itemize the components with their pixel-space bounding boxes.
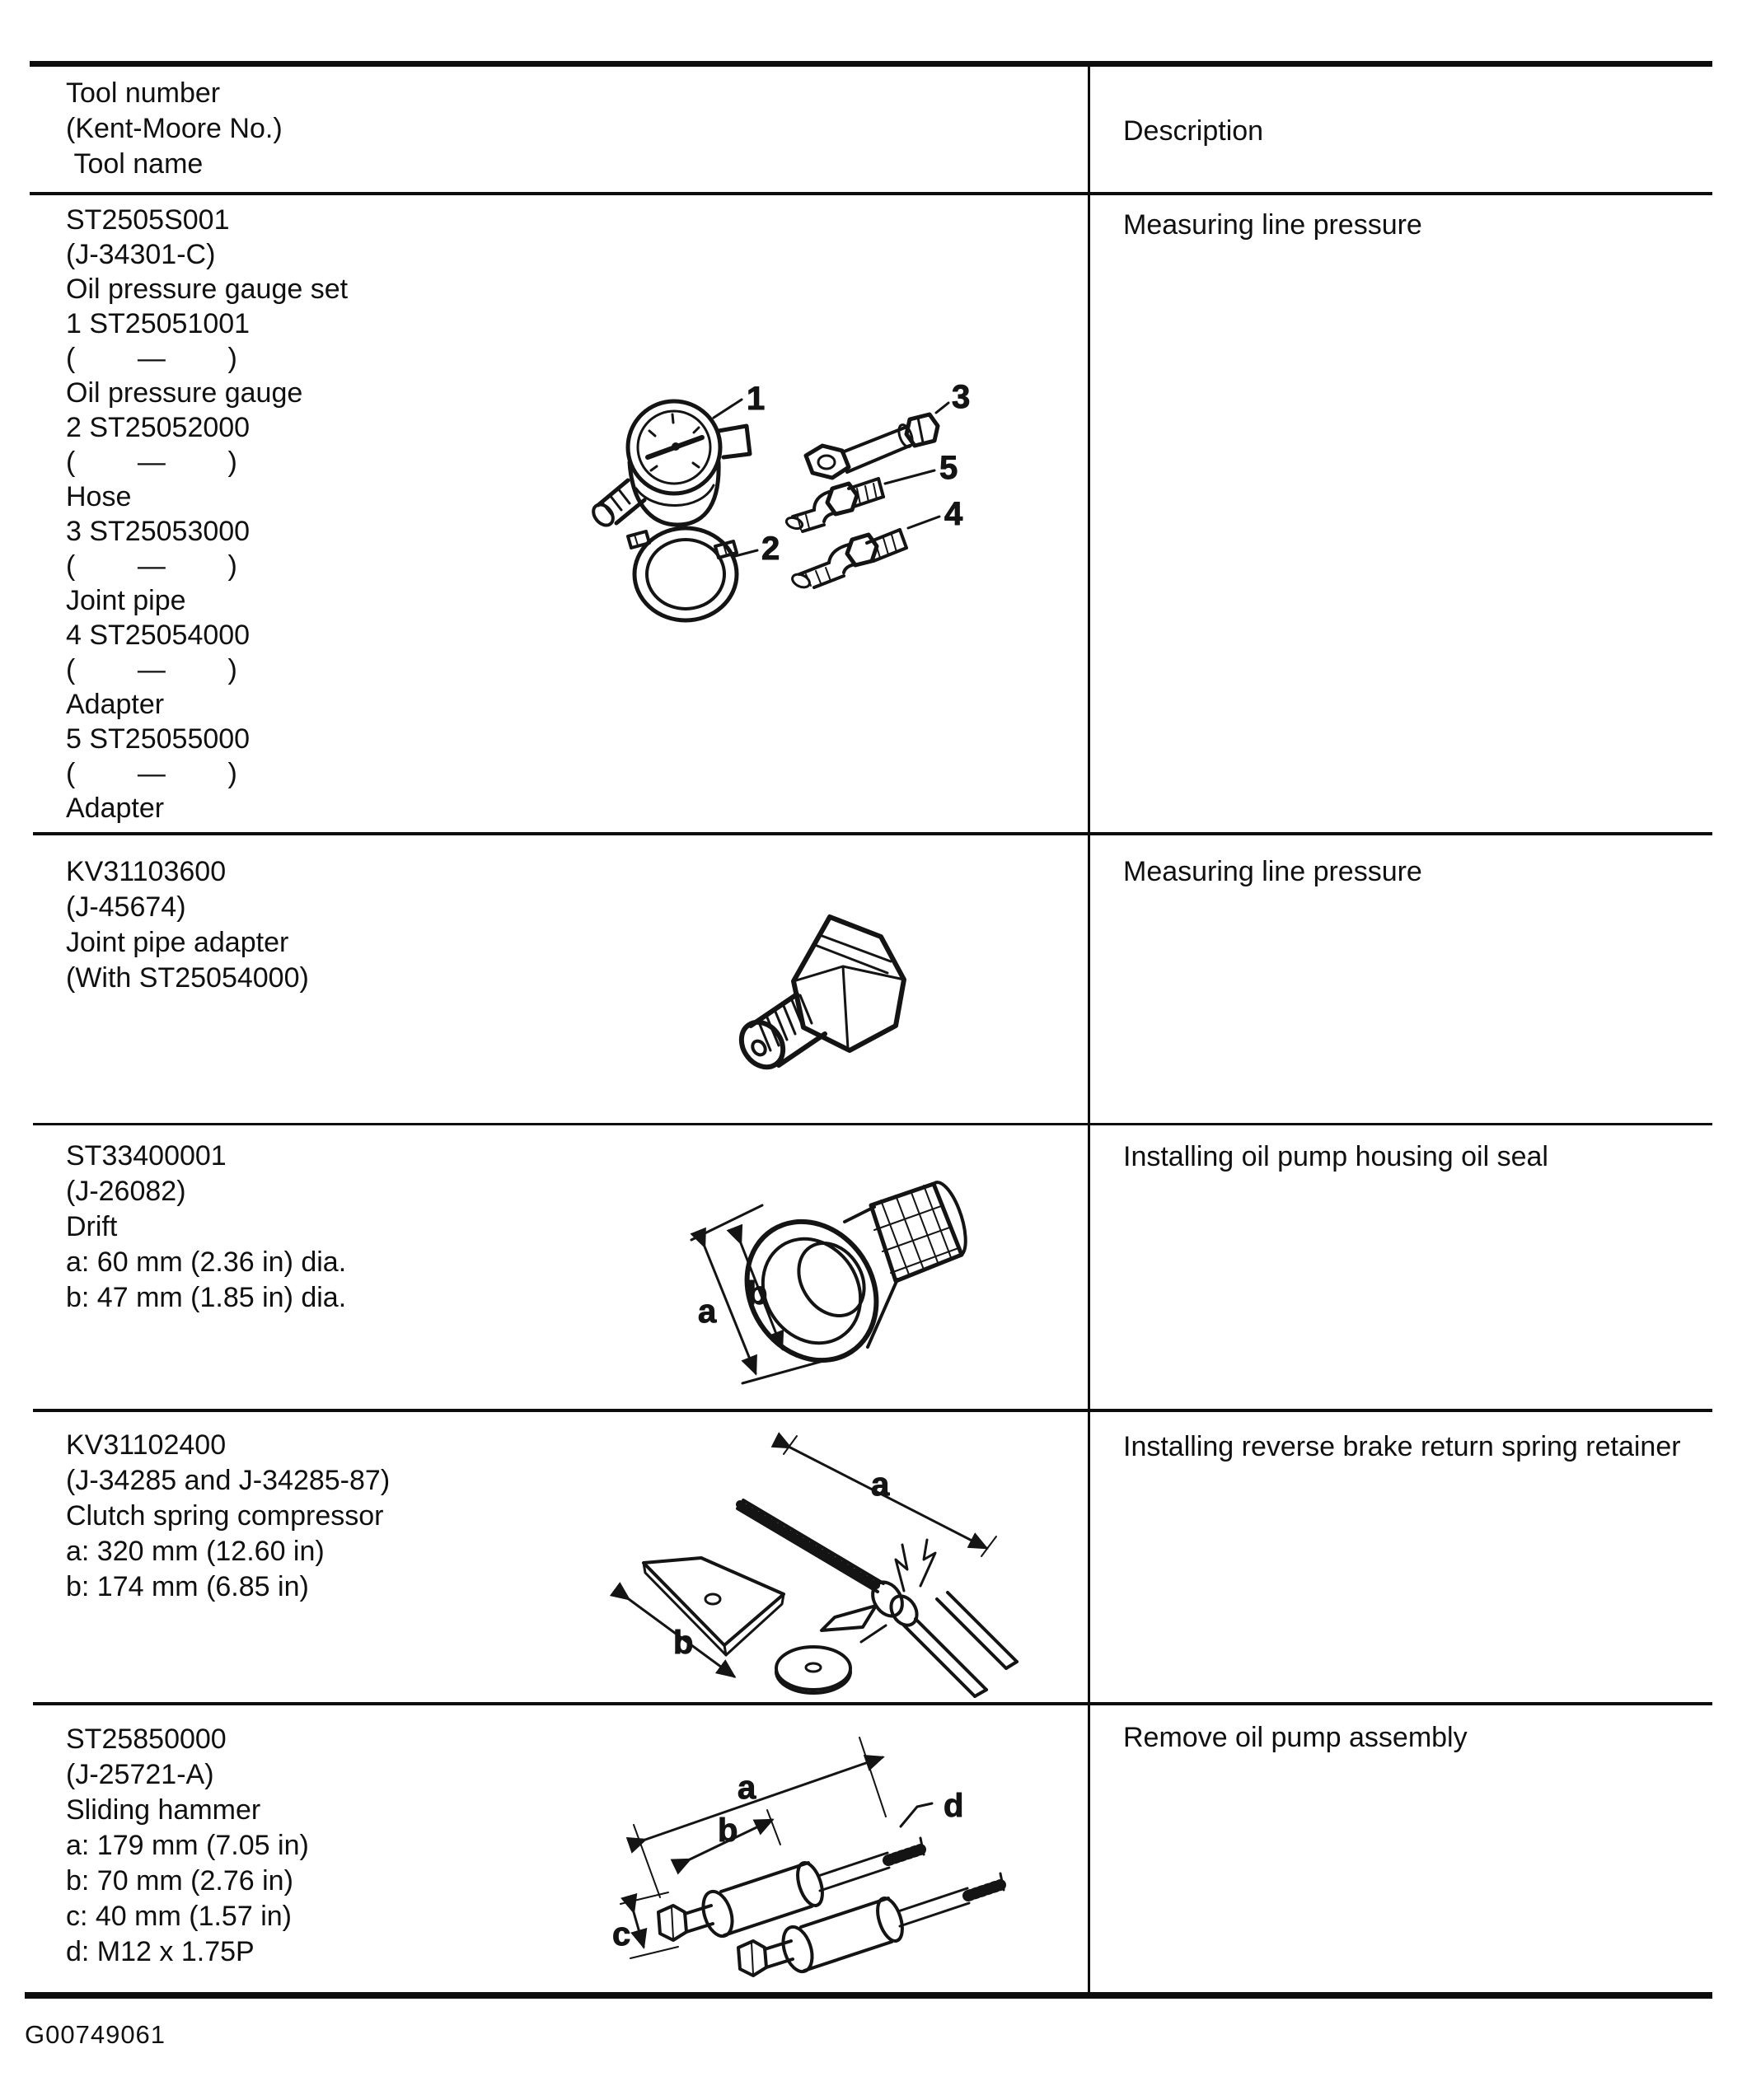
dim-label-b: b bbox=[747, 1275, 768, 1312]
callout-4: 4 bbox=[944, 496, 963, 532]
text-line: 3 ST25053000 bbox=[66, 516, 251, 547]
tool-column-header bbox=[66, 76, 527, 182]
callout-1: 1 bbox=[747, 381, 766, 417]
text-line: Adapter bbox=[66, 793, 165, 824]
dim-label-a: a bbox=[698, 1293, 717, 1330]
text-line: ( — ) bbox=[66, 343, 237, 374]
tool-info-row-3 bbox=[66, 1139, 560, 1316]
text-line: Oil pressure gauge set bbox=[66, 274, 349, 305]
sliding-hammer-illustration bbox=[597, 1726, 1071, 1990]
text-line: ( — ) bbox=[66, 447, 237, 478]
elbow-large-drawing bbox=[790, 496, 963, 590]
text-line: ST33400001 bbox=[66, 1140, 227, 1172]
text-line: ST2505S001 bbox=[66, 204, 230, 236]
row-divider-4 bbox=[33, 1702, 1712, 1705]
hammer-upper bbox=[658, 1838, 924, 1940]
drift-illustration bbox=[680, 1158, 976, 1405]
dim-label-c: c bbox=[612, 1916, 631, 1953]
callout-5: 5 bbox=[939, 450, 958, 486]
text-line: Hose bbox=[66, 481, 132, 512]
dim-label-b: b bbox=[673, 1625, 694, 1661]
text-line: (Kent-Moore No.) bbox=[66, 113, 283, 144]
text-line: Joint pipe adapter bbox=[66, 927, 289, 958]
tool-info-row-2 bbox=[66, 854, 560, 996]
text-line: ( — ) bbox=[66, 654, 237, 685]
text-line: Joint pipe bbox=[66, 585, 186, 616]
tool-info-row-4 bbox=[66, 1428, 560, 1605]
text-line: (J-25721-A) bbox=[66, 1759, 214, 1790]
tool-description-row-2: Measuring line pressure bbox=[1123, 856, 1422, 887]
tool-description-row-1: Measuring line pressure bbox=[1123, 209, 1422, 241]
hose-drawing bbox=[628, 528, 780, 620]
description-column-header: Description bbox=[1123, 115, 1264, 147]
text-line: c: 40 mm (1.57 in) bbox=[66, 1901, 292, 1932]
column-divider bbox=[1088, 61, 1090, 1999]
table-top-border bbox=[30, 61, 1712, 67]
tool-description-row-3: Installing oil pump housing oil seal bbox=[1123, 1141, 1548, 1172]
text-line: (With ST25054000) bbox=[66, 962, 309, 994]
table-bottom-border bbox=[25, 1992, 1712, 1999]
dim-label-a: a bbox=[871, 1466, 890, 1503]
text-line: KV31103600 bbox=[66, 856, 227, 887]
text-line: ( — ) bbox=[66, 758, 237, 789]
text-line: Adapter bbox=[66, 689, 165, 720]
text-line: b: 47 mm (1.85 in) dia. bbox=[66, 1282, 347, 1313]
text-line: Tool number bbox=[66, 77, 221, 109]
text-line: Drift bbox=[66, 1211, 118, 1242]
text-line: b: 174 mm (6.85 in) bbox=[66, 1571, 309, 1602]
text-line: a: 60 mm (2.36 in) dia. bbox=[66, 1246, 347, 1278]
text-line: KV31102400 bbox=[66, 1429, 227, 1461]
tool-description-row-4: Installing reverse brake return spring retainer bbox=[1123, 1431, 1681, 1462]
text-line: Oil pressure gauge bbox=[66, 377, 303, 409]
dim-label-d: d bbox=[944, 1788, 964, 1824]
text-line: 5 ST25055000 bbox=[66, 723, 251, 755]
text-line: 2 ST25052000 bbox=[66, 412, 251, 443]
text-line: b: 70 mm (2.76 in) bbox=[66, 1865, 293, 1897]
text-line: (J-45674) bbox=[66, 891, 186, 923]
text-line: a: 320 mm (12.60 in) bbox=[66, 1536, 325, 1567]
gauge-drawing bbox=[589, 381, 765, 529]
hammer-lower bbox=[738, 1873, 1004, 1976]
text-line: d: M12 x 1.75P bbox=[66, 1936, 255, 1967]
row-divider-3 bbox=[33, 1409, 1712, 1412]
callout-3: 3 bbox=[952, 379, 971, 415]
dim-label-b: b bbox=[718, 1812, 738, 1849]
header-divider bbox=[30, 192, 1712, 195]
text-line: ( — ) bbox=[66, 550, 237, 582]
clutch-spring-compressor-illustration bbox=[614, 1429, 1075, 1701]
text-line: (J-34285 and J-34285-87) bbox=[66, 1465, 391, 1496]
tool-description-row-5: Remove oil pump assembly bbox=[1123, 1722, 1468, 1753]
row-divider-1 bbox=[33, 832, 1712, 835]
text-line: a: 179 mm (7.05 in) bbox=[66, 1830, 309, 1861]
text-line: (J-26082) bbox=[66, 1176, 186, 1207]
text-line: Clutch spring compressor bbox=[66, 1500, 384, 1532]
text-line: ST25850000 bbox=[66, 1723, 227, 1755]
callout-2: 2 bbox=[761, 531, 780, 567]
row-divider-2 bbox=[33, 1123, 1712, 1125]
tool-info-row-5 bbox=[66, 1722, 560, 1970]
figure-code: G00749061 bbox=[25, 2020, 166, 2049]
dim-label-a: a bbox=[738, 1770, 756, 1806]
text-line: Sliding hammer bbox=[66, 1794, 261, 1826]
text-line: (J-34301-C) bbox=[66, 239, 216, 270]
tool-info-row-1 bbox=[66, 203, 560, 826]
text-line: 4 ST25054000 bbox=[66, 620, 251, 651]
text-line: 1 ST25051001 bbox=[66, 308, 251, 339]
text-line: Tool name bbox=[66, 148, 204, 180]
joint-pipe-adapter-illustration bbox=[721, 902, 927, 1092]
oil-pressure-gauge-set-illustration bbox=[577, 350, 1079, 647]
